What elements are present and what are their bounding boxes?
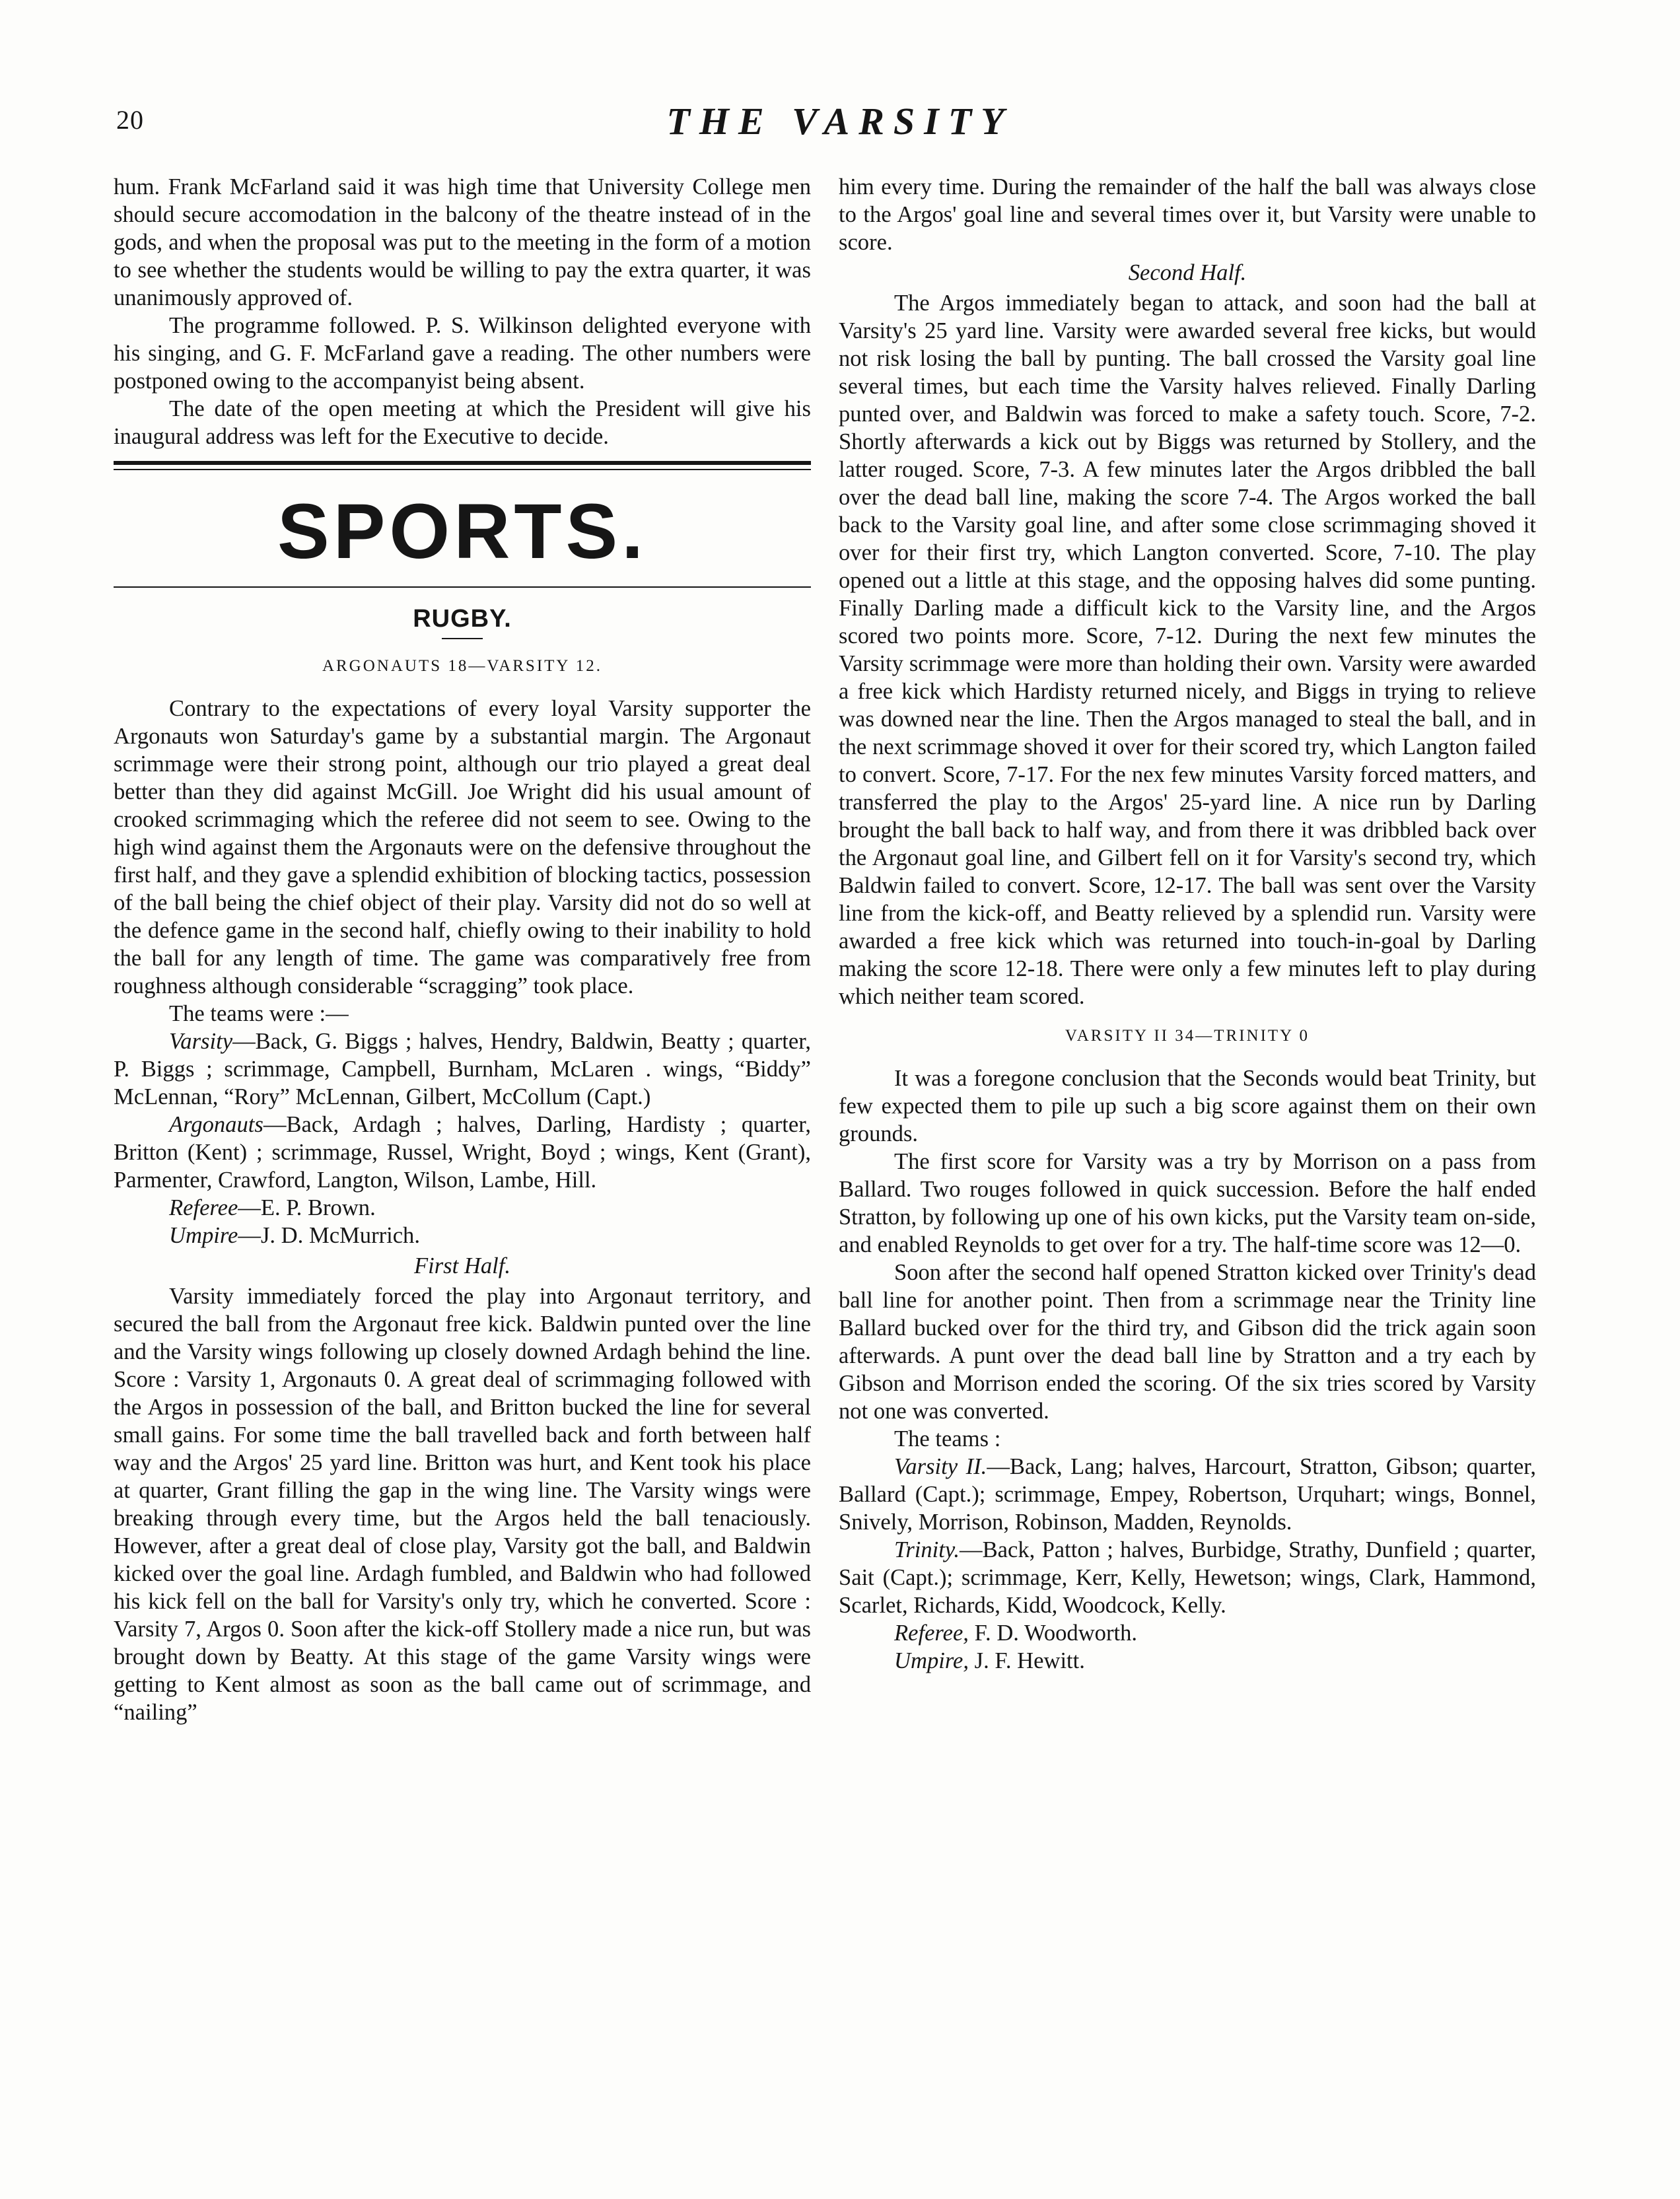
paragraph: The date of the open meeting at which the President will give his inaugural address was left for the Executive to decide. xyxy=(114,396,811,449)
umpire-line xyxy=(839,1647,1536,1675)
paragraph: Soon after the second half opened Stratton kicked over Trinity's dead ball line for another point. Then from a scrimmage near the Trinity line Ballard bucked over for the third try, and Gibson did the trick again soon afterwards. A punt over the dead ball line by Stratton and a try each by Gibson and Morrison ended the scoring. Of the six tries scored by Varsity not one was converted. xyxy=(839,1260,1536,1424)
team-list-varsity xyxy=(114,1028,811,1111)
paragraph: Varsity immediately forced the play into Argonaut territory, and secured the ball from the Argonaut free kick. Baldwin punted over the line and the Varsity wings following up closely downed Ardagh behind the line. Score : Varsity 1, Argonauts 0. A great deal of scrimmaging followed with the Argos in possession of the ball, and Britton bucked the line for several small gains. For some time the ball travelled back and forth between half way and the Argos' 25 yard line. Britton was hurt, and Kent took his place at quarter, Grant filling the gap in the wing line. The Varsity wings were breaking through every time, but the Argos held the ball tenaciously. However, after a great deal of close play, Varsity got the ball, and Baldwin kicked over the goal line. Ardagh fumbled, and Baldwin who had followed his kick fell on the ball for Varsity's only try, which he converted. Score : Varsity 7, Argos 0. Soon after the kick-off Stollery made a nice run, but was brought down by Beatty. At this stage of the game Varsity wings were getting to Kent almost as soon as the ball came out of scrimmage, and “nailing” xyxy=(114,1284,811,1725)
page-number: 20 xyxy=(116,105,144,135)
paragraph: The first score for Varsity was a try by Morrison on a pass from Ballard. Two rouges followed in quick succession. Before the half ended Stratton, by following up one of his own kicks, put the Varsity team on-side, and enabled Reynolds to get over for a try. The half-time score was 12—0. xyxy=(839,1149,1536,1257)
umpire-label: Umpire, xyxy=(894,1648,969,1673)
team-members: —Back, G. Biggs ; halves, Hendry, Baldwin, Beatty ; quarter, P. Biggs ; scrimmage, Campbell, Burnham, McLaren . wings, “Biddy” McLennan, “Rory” McLennan, Gilbert, McCollum (Capt.) xyxy=(114,1029,811,1109)
section-rule-under-heading xyxy=(114,586,811,588)
umpire-name: J. F. Hewitt. xyxy=(969,1648,1085,1673)
left-column xyxy=(114,173,811,1726)
umpire-line xyxy=(114,1222,811,1249)
referee-line xyxy=(839,1619,1536,1647)
team-members: —Back, Patton ; halves, Burbidge, Strathy, Dunfield ; quarter, Sait (Capt.); scrimmage, Kerr, Kelly, Hewetson; wings, Clark, Hammond, Scarlet, Richards, Kidd, Woodcock, Kelly. xyxy=(839,1537,1536,1618)
team-list-varsity-ii xyxy=(839,1453,1536,1536)
masthead-title: THE VARSITY xyxy=(666,100,1014,143)
right-column xyxy=(839,173,1536,1675)
section-rule-thin xyxy=(114,469,811,470)
team-list-trinity xyxy=(839,1536,1536,1619)
team-label: Varsity II. xyxy=(894,1454,987,1479)
paragraph: The teams were :— xyxy=(169,1001,349,1026)
paragraph: The Argos immediately began to attack, and soon had the ball at Varsity's 25 yard line. Varsity were awarded several free kicks, but would not risk losing the ball by punting. The ball crossed the Varsity goal line several times, but each time the Varsity halves relieved. Finally Darling punted over, and Baldwin was forced to make a safety touch. Score, 7-2. Shortly afterwards a kick out by Biggs was returned by Stollery, and the latter rouged. Score, 7-3. A few minutes later the Argos dribbled the ball over the dead ball line, making the score 7-4. The Argos worked the ball back to the Varsity goal line, and after some close scrimmaging shoved it over for their first try, which Langton converted. Score, 7-10. The play opened out a little at this stage, and the opposing halves did some punting. Finally Darling made a difficult kick to the Varsity line, and the Argos scored two points more. Score, 7-12. During the next few minutes the Varsity scrimmage were more than holding their own. Varsity were awarded a free kick which Hardisty returned nicely, and Biggs in trying to relieve was downed near the line. Then the Argos managed to steal the ball, and in the next scrimmage shoved it over for their scored try, which Langton failed to convert. Score, 7-17. For the nex few minutes Varsity forced matters, and transferred the play to the Argos' 25-yard line. A nice run by Darling brought the ball back to half way, and from there it was dribbled back over the Argonaut goal line, and Gilbert fell on it for Varsity's second try, which Baldwin failed to convert. Score, 12-17. The ball was sent over the Varsity line from the kick-off, and Beatty relieved by a splendid run. Varsity were awarded a free kick which was returned into touch-in-goal by Darling making the score 12-18. There were only a few minutes left to play during which neither team scored. xyxy=(839,291,1536,1009)
team-label: Trinity. xyxy=(894,1537,960,1562)
paragraph: him every time. During the remainder of the half the ball was always close to the Argos' goal line and several times over it, but Varsity were unable to score. xyxy=(839,174,1536,255)
sports-heading: SPORTS. xyxy=(277,488,647,575)
referee-name: —E. P. Brown. xyxy=(238,1195,376,1220)
match-title: ARGONAUTS 18—VARSITY 12. xyxy=(322,657,603,675)
team-label: Varsity xyxy=(169,1029,233,1054)
team-label: Argonauts xyxy=(169,1112,263,1137)
paragraph: The teams : xyxy=(894,1426,1001,1451)
paragraph: Contrary to the expectations of every loyal Varsity supporter the Argonauts won Saturday's game by a substantial margin. The Argonaut scrimmage were their strong point, although our trio played a great deal better than they did against McGill. Joe Wright did his usual amount of crooked scrimmaging which the referee did not seem to see. Owing to the high wind against them the Argonauts were on the defensive throughout the first half, and they gave a splendid exhibition of blocking tactics, possession of the ball being the chief object of their play. Varsity did not do so well at the defence game in the second half, chiefly owing to their inability to hold the ball for any length of time. The game was comparatively free from roughness although considerable “scragging” took place. xyxy=(114,696,811,998)
paragraph: It was a foregone conclusion that the Seconds would beat Trinity, but few expected them to pile up such a big score against them on their own grounds. xyxy=(839,1066,1536,1146)
short-divider xyxy=(442,638,483,639)
second-half-heading: Second Half. xyxy=(1128,260,1247,285)
team-members: —Back, Lang; halves, Harcourt, Stratton, Gibson; quarter, Ballard (Capt.); scrimmage, Empey, Robertson, Urquhart; wings, Bonnel, Snively, Morrison, Robinson, Madden, Reynolds. xyxy=(839,1454,1536,1535)
umpire-label: Umpire xyxy=(169,1223,238,1248)
paragraph: hum. Frank McFarland said it was high time that University College men should secure accomodation in the balcony of the theatre instead of in the gods, and when the proposal was put to the meeting in the form of a motion to see whether the students would be willing to pay the extra quarter, it was unanimously approved of. xyxy=(114,174,811,310)
team-members: —Back, Ardagh ; halves, Darling, Hardisty ; quarter, Britton (Kent) ; scrimmage, Russel, Wright, Boyd ; wings, Kent (Grant), Parmenter, Crawford, Langton, Wilson, Lambe, Hill. xyxy=(114,1112,811,1193)
match-title: VARSITY II 34—TRINITY 0 xyxy=(1065,1027,1310,1045)
umpire-name: —J. D. McMurrich. xyxy=(238,1223,420,1248)
referee-label: Referee, xyxy=(894,1621,969,1646)
rugby-heading: RUGBY. xyxy=(413,605,512,633)
referee-label: Referee xyxy=(169,1195,238,1220)
team-list-argonauts xyxy=(114,1111,811,1194)
paragraph: The programme followed. P. S. Wilkinson delighted everyone with his singing, and G. F. McFarland gave a reading. The other numbers were postponed owing to the accompanyist being absent. xyxy=(114,313,811,394)
referee-line xyxy=(114,1194,811,1222)
referee-name: F. D. Woodworth. xyxy=(968,1621,1138,1646)
first-half-heading: First Half. xyxy=(413,1253,510,1278)
